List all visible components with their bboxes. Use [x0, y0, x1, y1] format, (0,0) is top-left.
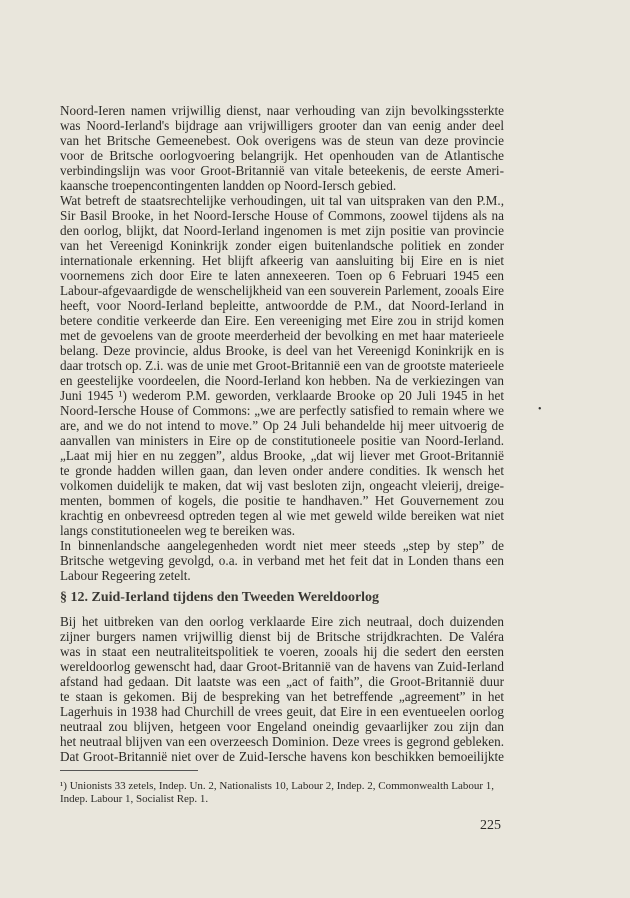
text-line: was in staat een neutraliteitspolitiek te voeren, zooals hij die sedert den eersten: [60, 644, 504, 659]
text-line: van het Britsche Gemeenebest. Ook overigens was de steun van deze provincie: [60, 133, 504, 148]
text-line: Lagerhuis in 1938 had Churchill de vrees geuit, dat Eire in een eventueelen oorlog: [60, 704, 504, 719]
text-line: Sir Basil Brooke, in het Noord-Iersche House of Commons, zoowel tijdens als na: [60, 208, 504, 223]
text-line: wereldoorlog gewenscht had, daar Groot-Britannië van de havens van Zuid-Ierland: [60, 659, 504, 674]
text-line: Labour-afgevaardigde de wenschelijkheid van een souverein Parlement, zooals Eire: [60, 283, 504, 298]
text-line: daar trotsch op. Z.i. was de unie met Groot-Britannië een van de grootste materieele: [60, 358, 504, 373]
text-line: voornemens zich door Eire te laten annexeeren. Toen op 6 Februari 1945 een: [60, 268, 504, 283]
text-line: are, and we do not intend to move.” Op 24 Juli behandelde hij meer uitvoerig de: [60, 418, 504, 433]
text-line: internationale erkenning. Het blijft afkeerig van aansluiting bij Eire en is niet: [60, 253, 504, 268]
text-line: krachtig en onbevreesd optreden tegen al wie met geweld wilde bereiken wat niet: [60, 508, 504, 523]
text-line: volkomen duidelijk te maken, dat wij vast besloten zijn, ongeacht vleierij, dreige-: [60, 478, 504, 493]
text-line: „Laat mij hier en nu zeggen”, aldus Brooke, „dat wij liever met Groot-Britannië: [60, 448, 504, 463]
text-line: betere conditie verkeerde dan Eire. Een vereeniging met Eire zou in strijd komen: [60, 313, 504, 328]
text-line: kaansche troepencontingenten landden op Noord-Iersch gebied.: [60, 178, 397, 193]
footnote-line: Indep. Labour 1, Socialist Rep. 1.: [60, 793, 209, 805]
text-line: heeft, voor Noord-Ierland bepleitte, antwoordde de P.M., dat Noord-Ierland in: [60, 298, 504, 313]
text-line: Juni 1945 ¹) wederom P.M. geworden, verklaarde Brooke op 20 Juli 1945 in het: [60, 388, 504, 403]
text-line: neutraal zou blijven, hetgeen voor Engeland oneindig gevaarlijker zou zijn dan: [60, 719, 504, 734]
text-line: aanvallen van ministers in Eire op de constitutioneele positie van Noord-Ierland.: [60, 433, 504, 448]
text-line: met de gevoelens van de groote meerderheid der bevolking en met haar materieele: [60, 328, 504, 343]
text-line: menten, bommen of kogels, die positie te handhaven.” Het Gouvernement zou: [60, 493, 504, 508]
text-line: te gronde hadden willen gaan, dan leven onder andere condities. Ik wensch het: [60, 463, 504, 478]
text-line: Dat Groot-Britannië niet over de Zuid-Iersche havens kon beschikken bemoeilijkte: [60, 749, 504, 764]
text-line: langs constitutioneelen weg te bereiken was.: [60, 523, 296, 538]
text-line: van het Vereenigd Koninkrijk zonder eigen buitenlandsche politiek en zonder: [60, 238, 504, 253]
text-line: het neutraal blijven van een overzeesch Dominion. Deze vrees is gegrond gebleken.: [60, 734, 504, 749]
text-line: Britsche wetgeving gevolgd, o.a. in verband met het feit dat in Londen thans een: [60, 553, 504, 568]
text-line: afstand had gedaan. Dit laatste was een „act of faith”, die Groot-Britannië duur: [60, 674, 504, 689]
text-line: voor de Britsche oorlogvoering belangrijk. Het openhouden van de Atlantische: [60, 148, 504, 163]
text-line: In binnenlandsche aangelegenheden wordt niet meer steeds „step by step” de: [60, 538, 504, 553]
text-line: Noord-Iersche House of Commons: „we are perfectly satisfied to remain where we: [60, 403, 504, 418]
page-number: 225: [480, 818, 501, 833]
text-line: Wat betreft de staatsrechtelijke verhoudingen, uit tal van uitspraken van den P.M.,: [60, 193, 504, 208]
text-line: te staan is gekomen. Bij de bespreking van het betreffende „agreement” in het: [60, 689, 504, 704]
text-line: zijner burgers namen vrijwillig dienst bij de Britsche strijdkrachten. De Valéra: [60, 629, 504, 644]
margin-marker: •: [538, 404, 542, 415]
footnote-line: ¹) Unionists 33 zetels, Indep. Un. 2, Nationalists 10, Labour 2, Indep. 2, Commonwealth Labour 1,: [60, 780, 495, 792]
section-heading: § 12. Zuid-Ierland tijdens den Tweeden Wereldoorlog: [60, 590, 380, 605]
text-line: Labour Regeering zetelt.: [60, 568, 191, 583]
text-line: den oorlog, blijkt, dat Noord-Ierland ingenomen is met zijn positie van provincie: [60, 223, 504, 238]
text-line: Bij het uitbreken van den oorlog verklaarde Eire zich neutraal, doch duizenden: [60, 614, 504, 629]
footnote-divider: [60, 770, 198, 771]
text-line: en geestelijke voordeelen, die Noord-Ierland kon hebben. Na de verkiezingen van: [60, 373, 504, 388]
text-line: belang. Deze provincie, aldus Brooke, is deel van het Vereenigd Koninkrijk en is: [60, 343, 504, 358]
text-line: was Noord-Ierland's bijdrage aan vrijwilligers grooter dan van eenig ander deel: [60, 118, 504, 133]
text-line: Noord-Ieren namen vrijwillig dienst, naar verhouding van zijn bevolkingssterkte: [60, 103, 504, 118]
text-line: verbindingslijn was voor Groot-Britannië van vitale beteekenis, de eerste Ameri-: [60, 163, 504, 178]
